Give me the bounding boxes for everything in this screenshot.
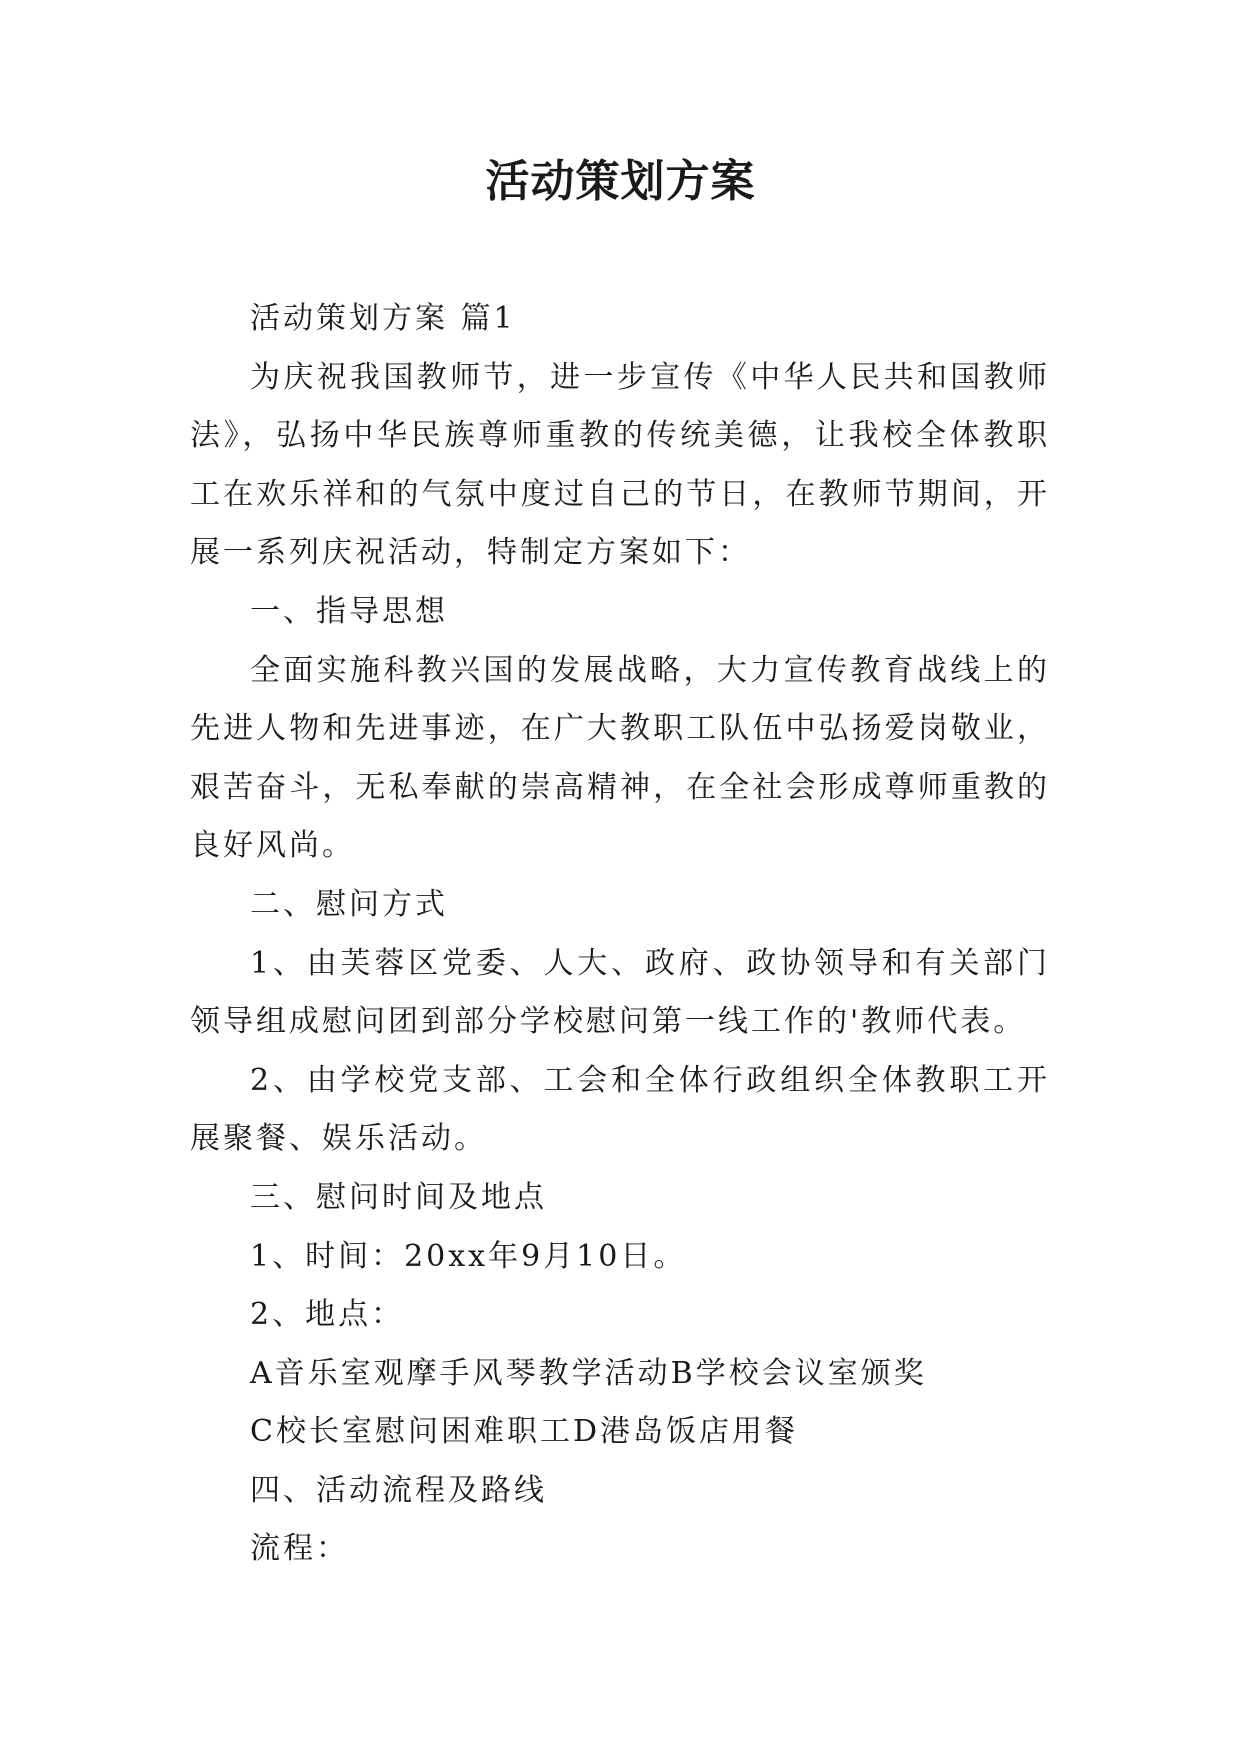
heading-process-route: 四、活动流程及路线 [250, 1472, 547, 1508]
paragraph-place-cd: C校长室慰问困难职工D港岛饭店用餐 [250, 1414, 799, 1450]
paragraph-process: 流程： [250, 1531, 349, 1567]
document-title: 活动策划方案 [485, 156, 756, 207]
paragraph-time: 1、时间：20xx年9月10日。 [250, 1238, 687, 1274]
paragraph-visit-method-2: 2、由学校党支部、工会和全体行政组织全体教职工开展聚餐、娱乐活动。 [190, 1062, 1050, 1157]
paragraph-intro: 为庆祝我国教师节，进一步宣传《中华人民共和国教师法》，弘扬中华民族尊师重教的传统美德，让我校全体教职工在欢乐祥和的气氛中度过自己的节日，在教师节期间，开展一系列庆祝活动，特制定方案如下： [190, 359, 1050, 571]
heading-visit-method: 二、慰问方式 [250, 886, 448, 922]
paragraph-guiding-thought: 全面实施科教兴国的发展战略，大力宣传教育战线上的先进人物和先进事迹，在广大教职工队伍中弘扬爱岗敬业，艰苦奋斗，无私奉献的崇高精神，在全社会形成尊师重教的良好风尚。 [190, 652, 1050, 864]
document-body [190, 290, 1050, 1579]
paragraph-place-ab: A音乐室观摩手风琴教学活动B学校会议室颁奖 [250, 1355, 927, 1391]
paragraph-place: 2、地点： [250, 1297, 405, 1333]
heading-time-place: 三、慰问时间及地点 [250, 1179, 547, 1215]
heading-guiding-thought: 一、指导思想 [250, 593, 448, 629]
paragraph-visit-method-1: 1、由芙蓉区党委、人大、政府、政协领导和有关部门领导组成慰问团到部分学校慰问第一线工作的'教师代表。 [190, 945, 1050, 1040]
paragraph-section-heading: 活动策划方案 篇1 [250, 301, 516, 336]
